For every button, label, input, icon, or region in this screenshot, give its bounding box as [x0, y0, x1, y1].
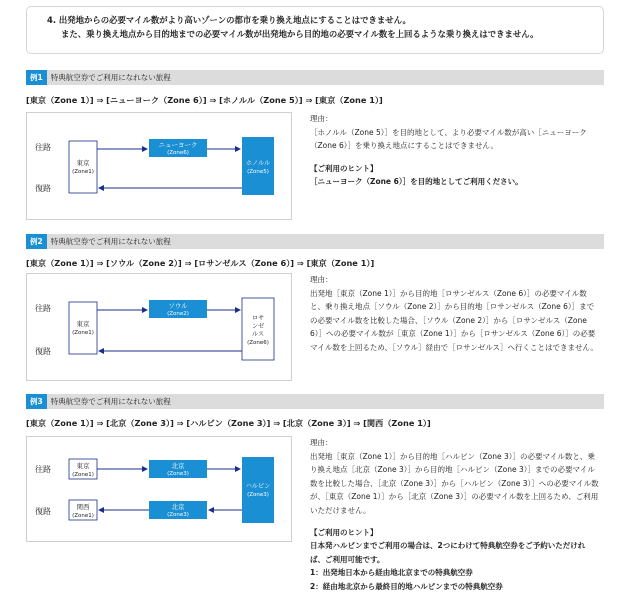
example-3-header [26, 394, 604, 409]
example-2-explanation [310, 273, 600, 355]
return-origin-city: 関西 [76, 503, 90, 511]
hint-title: 【ご利用のヒント】 [310, 527, 378, 537]
reason-label: 理由： [310, 114, 333, 123]
origin-city: 東京 [76, 159, 90, 167]
example-1-title: 特典航空券でご利用になれない旅程 [50, 73, 171, 82]
via-zone: (Zone6) [167, 150, 189, 156]
via-city-outbound: 北京 [171, 462, 185, 470]
dest-city-line-2: ンゼ [251, 323, 265, 330]
origin-zone: (Zone1) [72, 472, 94, 478]
dest-city-line-3: ルス [251, 331, 265, 338]
example-2-route: [東京（Zone 1）] ⇒ [ソウル（Zone 2）] ⇒ [ロサンゼルス（Zone 6）] ⇒ [東京（Zone 1）] [26, 258, 375, 268]
rule-notice [26, 6, 604, 54]
example-1-route: [東京（Zone 1）] ⇒ [ニューヨーク（Zone 6）] ⇒ [ホノルル（Zone 5）] ⇒ [東京（Zone 1）] [26, 95, 383, 105]
dest-box [242, 457, 274, 523]
outbound-label: 往路 [35, 143, 51, 152]
example-2-header [26, 234, 604, 249]
hint-item-1: 1：出発地日本から経由地北京までの特典航空券 [310, 568, 473, 578]
dest-zone: (Zone6) [247, 340, 269, 346]
origin-box [69, 141, 97, 193]
hint-text: 日本発ハルビンまでご利用の場合は、2つにわけて特典航空券をご予約いただければ、ご利用可能です。 [310, 541, 586, 564]
example-3-explanation [310, 436, 600, 594]
via-zone: (Zone2) [167, 311, 189, 317]
example-2-title: 特典航空券でご利用になれない旅程 [50, 237, 171, 246]
origin-zone: (Zone1) [72, 330, 94, 336]
dest-city: ハルビン [245, 483, 271, 490]
via-city-return: 北京 [171, 503, 185, 511]
reason-label: 理由： [310, 275, 333, 284]
example-1-explanation [310, 112, 600, 189]
origin-city: 東京 [76, 320, 90, 328]
outbound-label: 往路 [35, 465, 51, 474]
example-1-diagram [26, 112, 292, 220]
reason-text: ［ホノルル（Zone 5）］を目的地として、より必要マイル数が高い［ニューヨーク（Zone 6）］を乗り換え地点にすることはできません。 [310, 127, 587, 151]
via-zone-outbound: (Zone3) [167, 471, 189, 477]
origin-box [69, 302, 97, 354]
example-2-diagram [26, 273, 292, 381]
example-1-tag: 例1 [26, 70, 47, 85]
return-origin-zone: (Zone1) [72, 513, 94, 519]
origin-city: 東京 [76, 462, 90, 470]
rule-line-1: 4. 出発地からの必要マイル数がより高いゾーンの都市を乗り換え地点にすることはできません。 [47, 15, 411, 25]
via-city: ソウル [168, 302, 188, 310]
example-2-tag: 例2 [26, 234, 47, 249]
example-3-route: [東京（Zone 1）] ⇒ [北京（Zone 3）] ⇒ [ハルビン（Zone 3）] ⇒ [北京（Zone 3）] ⇒ [関西（Zone 1）] [26, 418, 431, 428]
via-city: ニューヨーク [158, 141, 198, 149]
dest-zone: (Zone5) [247, 169, 269, 175]
dest-city: ホノルル [245, 160, 271, 167]
hint-text: ［ニューヨーク（Zone 6）］を目的地としてご利用ください。 [310, 177, 523, 187]
reason-text: 出発地［東京（Zone 1）］から目的地［ロサンゼルス（Zone 6）］の必要マイル数と、乗り換え地点［ソウル（Zone 2）］から目的地［ロサンゼルス（Zone 6）］までの必要マイル数を比較した場合、［ソウル（Zone 2）］から［ロサンゼルス（Zone 6）］への必要マイル数が［東京（Zone 1）］から［ロサンゼルス（Zone 6）］の必要マイル数を上回るため、［ソウル］経由で［ロサンゼルス］へ行くことはできません。 [310, 288, 598, 352]
return-label: 復路 [35, 507, 51, 516]
reason-label: 理由： [310, 438, 333, 447]
hint-title: 【ご利用のヒント】 [310, 163, 378, 173]
return-label: 復路 [35, 347, 51, 356]
example-3-diagram [26, 436, 292, 542]
reason-text: 出発地［東京（Zone 1）］から目的地［ハルビン（Zone 3）］の必要マイル数と、乗り換え地点［北京（Zone 3）］から目的地［ハルビン（Zone 3）］までの必要マイル数を比較した場合、［北京（Zone 3）］から［ハルビン（Zone 3）］への必要マイル数が、［東京（Zone 1）］から［北京（Zone 3）］の必要マイル数を上回るため、ご利用いただけません。 [310, 451, 599, 515]
example-1-header [26, 70, 604, 85]
rule-line-2: また、乗り換え地点から目的地までの必要マイル数が出発地から目的地の必要マイル数を上回るような乗り換えはできません。 [61, 29, 539, 39]
origin-zone: (Zone1) [72, 169, 94, 175]
outbound-label: 往路 [35, 304, 51, 313]
via-zone-return: (Zone3) [167, 512, 189, 518]
example-3-tag: 例3 [26, 394, 47, 409]
hint-item-2: 2：経由地北京から最終目的地ハルビンまでの特典航空券 [310, 581, 503, 591]
dest-city-line-1: ロサ [251, 315, 265, 322]
return-label: 復路 [35, 184, 51, 193]
dest-zone: (Zone3) [247, 492, 269, 498]
example-3-title: 特典航空券でご利用になれない旅程 [50, 397, 171, 406]
